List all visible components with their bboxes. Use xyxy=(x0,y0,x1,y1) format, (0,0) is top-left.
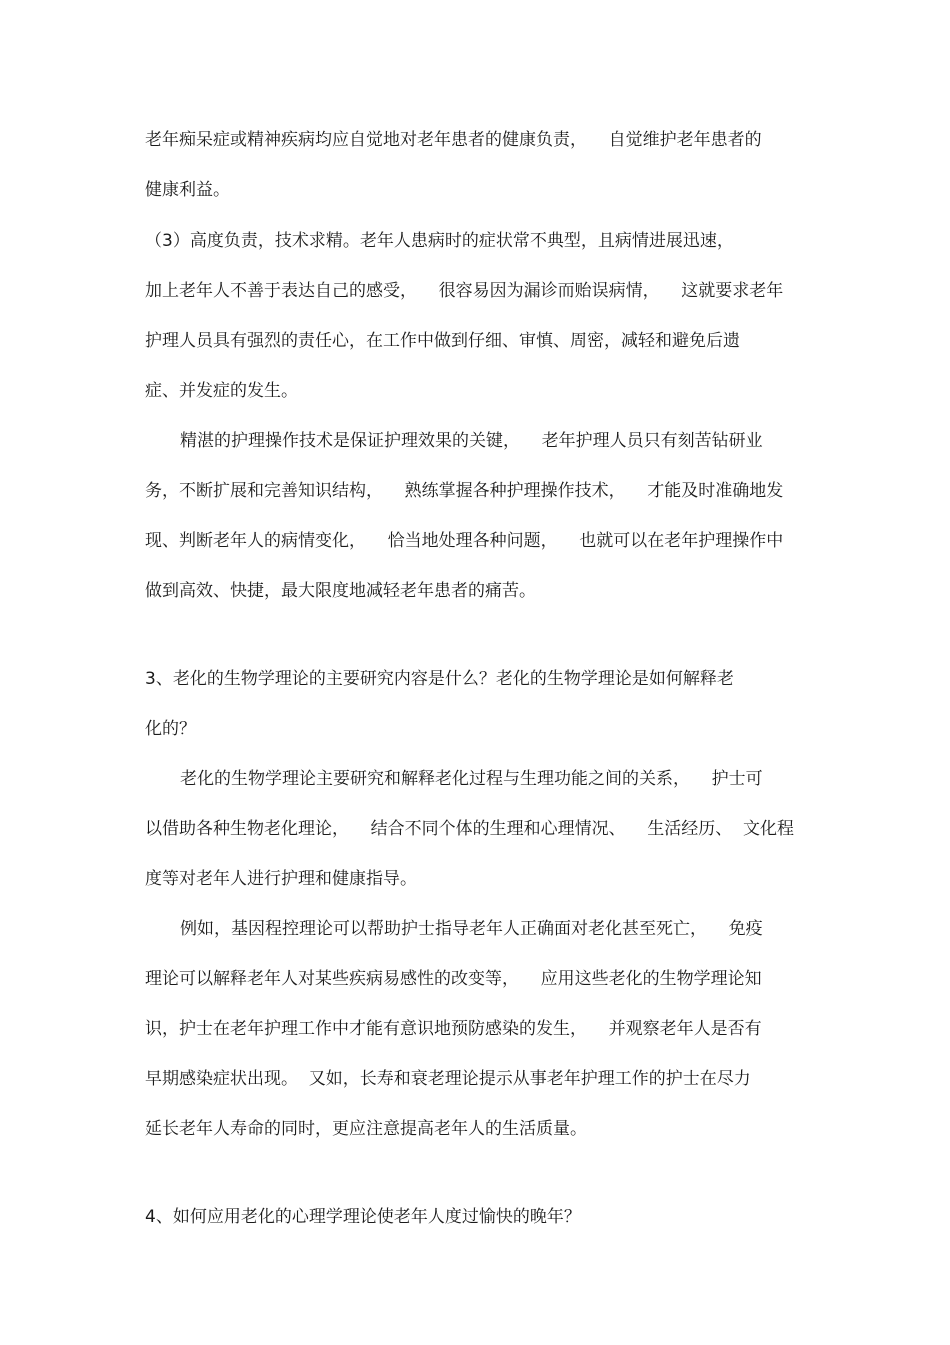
text-line: 老年痴呆症或精神疾病均应自觉地对老年患者的健康负责， 自觉维护老年患者的 xyxy=(145,130,762,150)
text-line: 老化的生物学理论主要研究和解释老化过程与生理功能之间的关系， 护士可 xyxy=(180,769,763,789)
question-heading: 4、如何应用老化的心理学理论使老年人度过愉快的晚年？ xyxy=(145,1207,581,1227)
text-line: 务，不断扩展和完善知识结构， 熟练掌握各种护理操作技术， 才能及时准确地发 xyxy=(145,481,784,501)
text-line: 做到高效、快捷，最大限度地减轻老年患者的痛苦。 xyxy=(145,581,536,601)
text-line: 健康利益。 xyxy=(145,180,230,200)
text-line: 理论可以解释老年人对某些疾病易感性的改变等， 应用这些老化的生物学理论知 xyxy=(145,969,762,989)
text-line: 护理人员具有强烈的责任心，在工作中做到仔细、审慎、周密，减轻和避免后遗 xyxy=(145,331,740,351)
text-line: （3）高度负责，技术求精。老年人患病时的症状常不典型，且病情进展迅速， xyxy=(145,231,734,251)
question-heading: 化的？ xyxy=(145,719,196,739)
text-line: 识，护士在老年护理工作中才能有意识地预防感染的发生， 并观察老年人是否有 xyxy=(145,1019,762,1039)
text-line: 精湛的护理操作技术是保证护理效果的关键， 老年护理人员只有刻苦钻研业 xyxy=(180,431,763,451)
text-line: 早期感染症状出现。 又如，长寿和衰老理论提示从事老年护理工作的护士在尽力 xyxy=(145,1069,751,1089)
text-line: 延长老年人寿命的同时，更应注意提高老年人的生活质量。 xyxy=(145,1119,587,1139)
text-line: 加上老年人不善于表达自己的感受， 很容易因为漏诊而贻误病情， 这就要求老年 xyxy=(145,281,784,301)
question-heading: 3、老化的生物学理论的主要研究内容是什么？老化的生物学理论是如何解释老 xyxy=(145,669,734,689)
text-line: 度等对老年人进行护理和健康指导。 xyxy=(145,869,417,889)
text-line: 现、判断老年人的病情变化， 恰当地处理各种问题， 也就可以在老年护理操作中 xyxy=(145,531,784,551)
text-line: 例如，基因程控理论可以帮助护士指导老年人正确面对老化甚至死亡， 免疫 xyxy=(180,919,763,939)
text-line: 以借助各种生物老化理论， 结合不同个体的生理和心理情况、 生活经历、 文化程 xyxy=(145,819,795,839)
text-line: 症、并发症的发生。 xyxy=(145,381,298,401)
